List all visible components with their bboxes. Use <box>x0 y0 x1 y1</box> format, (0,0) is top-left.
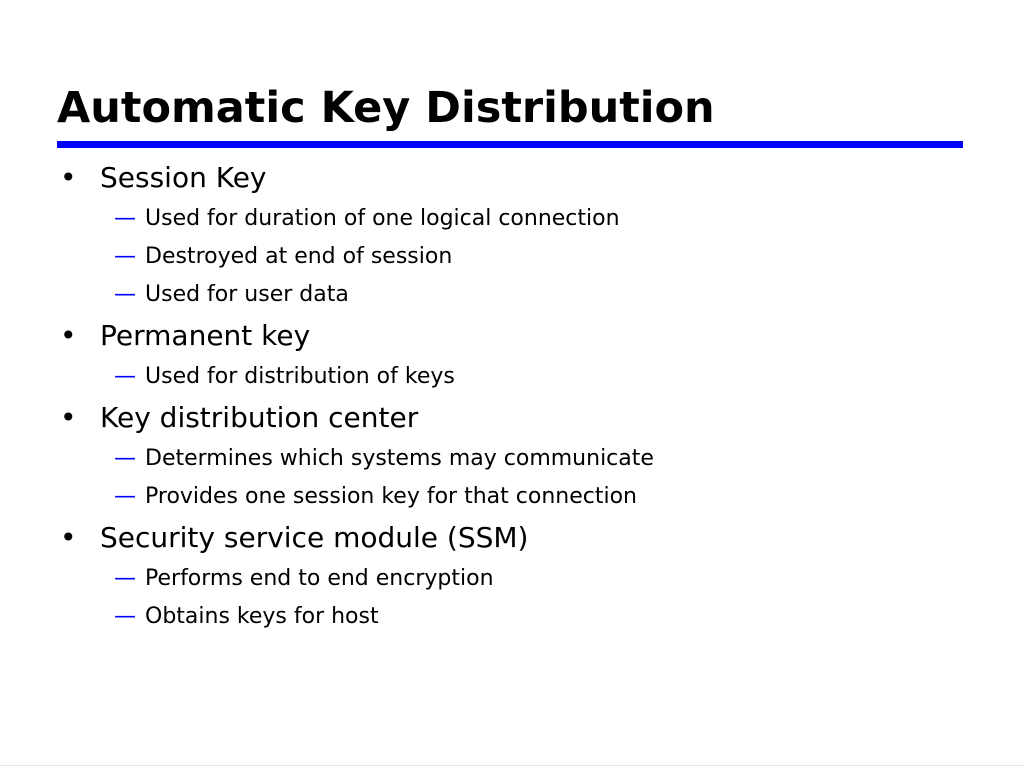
sub-item <box>0 358 1024 396</box>
bottom-divider <box>0 765 1024 766</box>
sub-item <box>0 276 1024 314</box>
bullet-icon: • <box>60 161 77 194</box>
sub-item <box>0 200 1024 238</box>
dash-icon: — <box>114 566 136 591</box>
bullet-item-session-key <box>0 156 1024 200</box>
bullet-label: Session Key <box>100 161 267 194</box>
sub-item <box>0 238 1024 276</box>
bullet-icon: • <box>60 319 77 352</box>
dash-icon: — <box>114 244 136 269</box>
sub-item-label: Performs end to end encryption <box>145 566 494 591</box>
bullet-item-security-service-module <box>0 516 1024 560</box>
bullet-item-permanent-key <box>0 314 1024 358</box>
sub-item <box>0 478 1024 516</box>
title-underline <box>57 141 963 148</box>
sub-item <box>0 560 1024 598</box>
bullet-icon: • <box>60 401 77 434</box>
dash-icon: — <box>114 364 136 389</box>
sub-item-label: Used for distribution of keys <box>145 364 455 389</box>
dash-icon: — <box>114 484 136 509</box>
bullet-label: Security service module (SSM) <box>100 521 529 554</box>
dash-icon: — <box>114 282 136 307</box>
sub-item-label: Destroyed at end of session <box>145 244 453 269</box>
bullet-label: Key distribution center <box>100 401 419 434</box>
sub-item-label: Used for user data <box>145 282 349 307</box>
bullet-icon: • <box>60 521 77 554</box>
dash-icon: — <box>114 206 136 231</box>
sub-item-label: Determines which systems may communicate <box>145 446 654 471</box>
sub-item-label: Provides one session key for that connection <box>145 484 637 509</box>
sub-item-label: Used for duration of one logical connection <box>145 206 620 231</box>
sub-item-label: Obtains keys for host <box>145 604 379 629</box>
bullet-label: Permanent key <box>100 319 311 352</box>
sub-item <box>0 440 1024 478</box>
dash-icon: — <box>114 604 136 629</box>
bullet-list <box>0 156 1024 636</box>
dash-icon: — <box>114 446 136 471</box>
sub-item <box>0 598 1024 636</box>
bullet-item-key-distribution-center <box>0 396 1024 440</box>
slide-title: Automatic Key Distribution <box>57 83 715 133</box>
